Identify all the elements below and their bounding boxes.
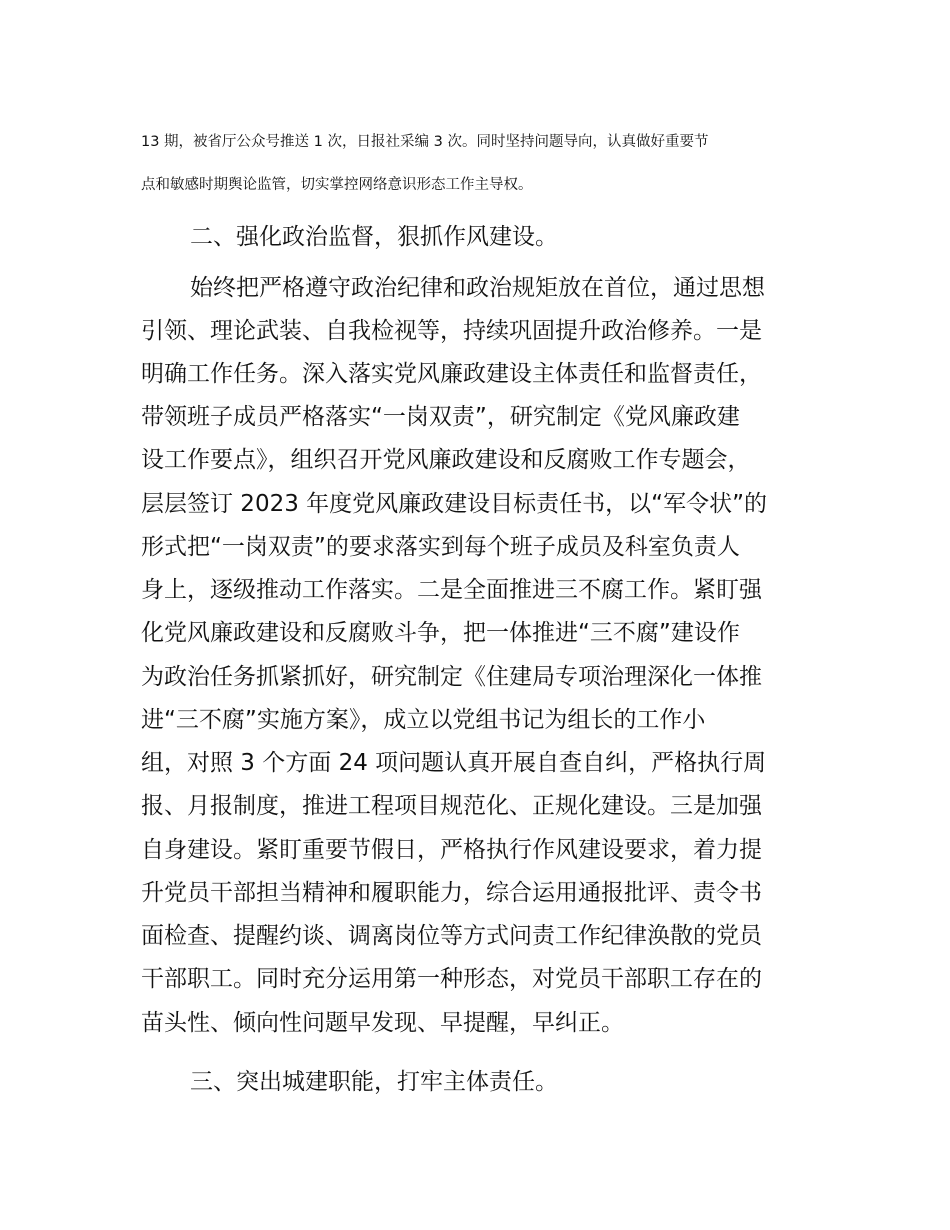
section-2-line-9: 化党风廉政建设和反腐败斗争，把一体推进“三不腐”建设作 (141, 620, 740, 646)
section-2-line-14: 自身建设。紧盯重要节假日，严格执行作风建设要求，着力提 (141, 837, 762, 863)
section-2-line-10: 为政治任务抓紧抓好，研究制定《住建局专项治理深化一体推 (141, 664, 762, 690)
section-2-line-1: 始终把严格遵守政治纪律和政治规矩放在首位，通过思想 (190, 275, 765, 301)
section-2-line-6: 层层签订 2023 年度党风廉政建设目标责任书，以“军令状”的 (141, 491, 767, 517)
section-3-heading: 三、突出城建职能，打牢主体责任。 (190, 1069, 558, 1095)
section-2-line-15: 升党员干部担当精神和履职能力，综合运用通报批评、责令书 (141, 880, 762, 906)
section-2-line-13: 报、月报制度，推进工程项目规范化、正规化建设。三是加强 (141, 793, 762, 819)
section-2-line-18: 苗头性、倾向性问题早发现、早提醒，早纠正。 (141, 1010, 624, 1036)
section-2-line-17: 干部职工。同时充分运用第一种形态，对党员干部职工存在的 (141, 966, 762, 992)
section-2-line-7: 形式把“一岗双责”的要求落实到每个班子成员及科室负责人 (141, 534, 740, 560)
section-2-line-5: 设工作要点》，组织召开党风廉政建设和反腐败工作专题会， (141, 447, 751, 473)
top-paragraph-line-2: 点和敏感时期舆论监管，切实掌控网络意识形态工作主导权。 (141, 177, 533, 193)
section-2-line-11: 进“三不腐”实施方案》，成立以党组书记为组长的工作小 (141, 707, 706, 733)
section-2-line-4: 带领班子成员严格落实“一岗双责”，研究制定《党风廉政建 (141, 404, 740, 430)
section-2-line-16: 面检查、提醒约谈、调离岗位等方式问责工作纪律涣散的党员 (141, 923, 762, 949)
section-2-line-2: 引领、理论武装、自我检视等，持续巩固提升政治修养。一是 (141, 318, 762, 344)
top-paragraph-line-1: 13 期，被省厅公众号推送 1 次，日报社采编 3 次。同时坚持问题导向，认真做好重要节 (141, 134, 709, 150)
section-2-line-12: 组，对照 3 个方面 24 项问题认真开展自查自纠，严格执行周 (141, 750, 767, 776)
section-2-heading: 二、强化政治监督，狠抓作风建设。 (190, 224, 558, 250)
section-2-line-3: 明确工作任务。深入落实党风廉政建设主体责任和监督责任， (141, 361, 762, 387)
section-2-line-8: 身上，逐级推动工作落实。二是全面推进三不腐工作。紧盯强 (141, 577, 762, 603)
